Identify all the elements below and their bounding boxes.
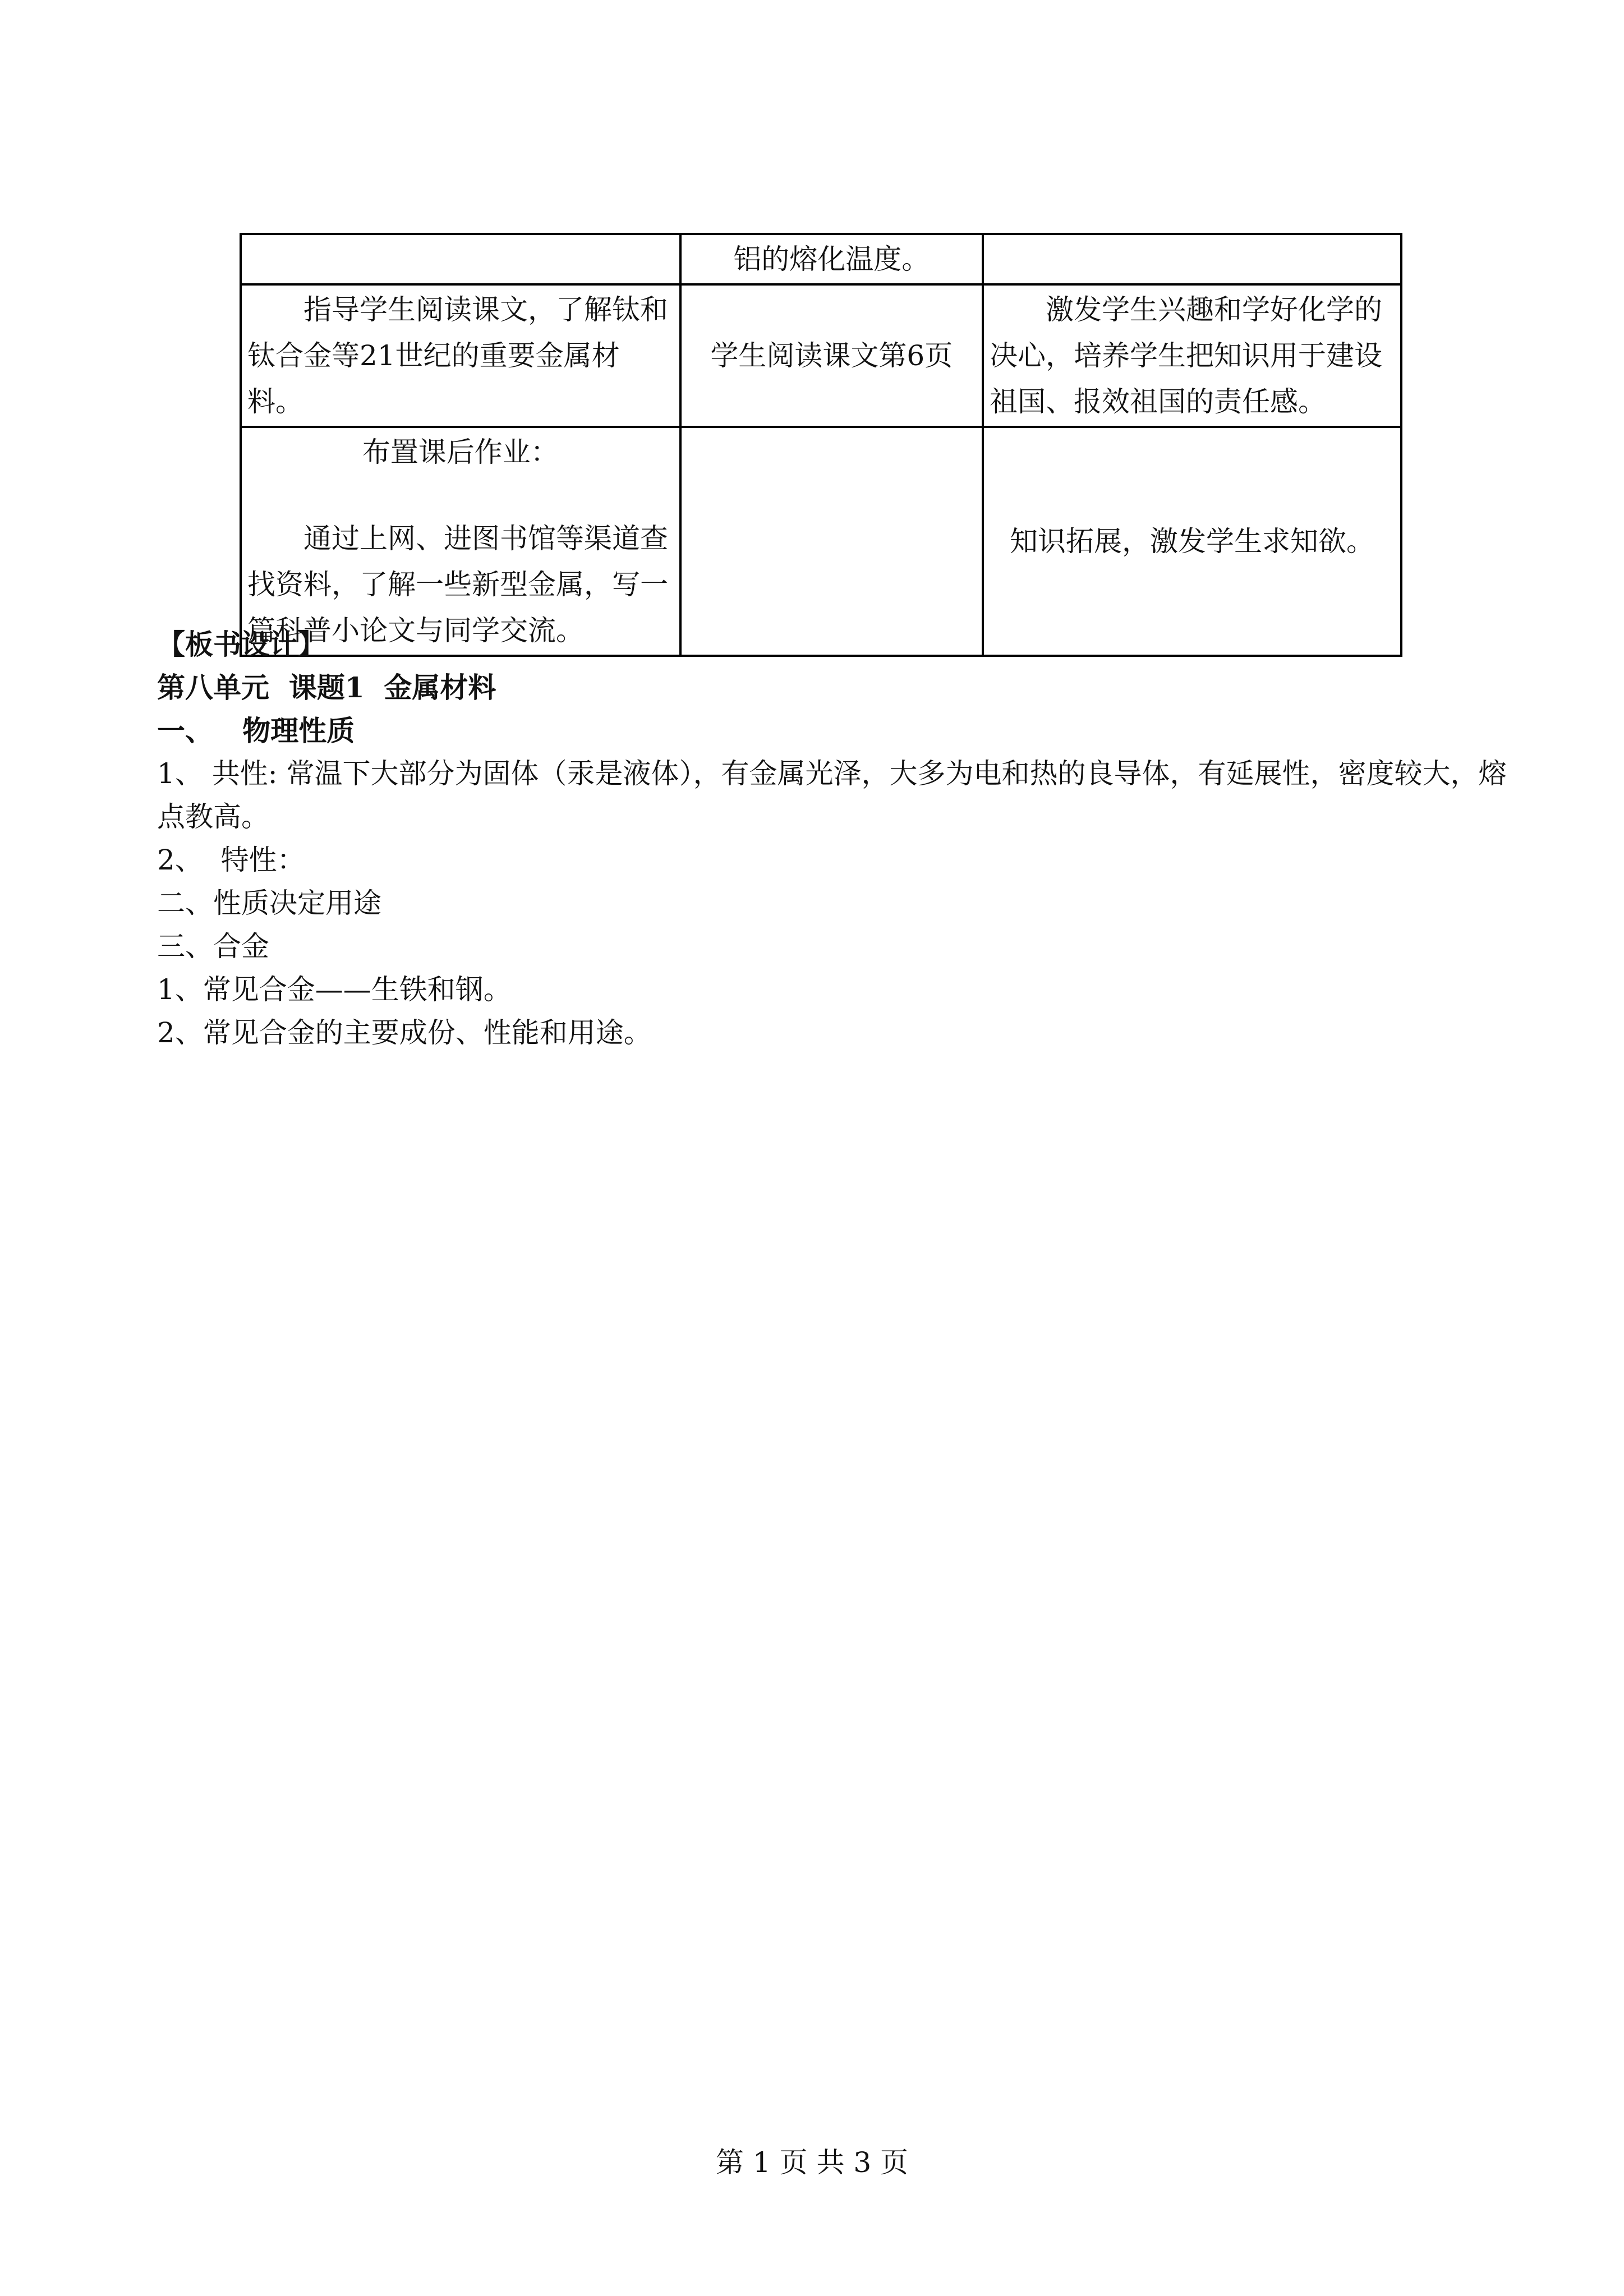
table-cell xyxy=(983,234,1401,284)
list-item: 2、常见合金的主要成份、性能和用途。 xyxy=(157,1016,652,1049)
table-cell xyxy=(241,234,680,284)
table-cell: 指导学生阅读课文，了解钛和钛合金等21世纪的重要金属材料。 xyxy=(241,284,680,427)
section-heading: 二、性质决定用途 xyxy=(157,887,381,919)
homework-cell xyxy=(247,429,674,654)
page-number: 第 1 页 共 3 页 xyxy=(715,2146,909,2179)
list-item: 1、常见合金——生铁和钢。 xyxy=(157,973,512,1006)
spacer xyxy=(247,475,674,516)
table-row xyxy=(241,234,1401,284)
board-heading: 【板书设计】 xyxy=(157,628,325,661)
table-row xyxy=(241,284,1401,427)
table-cell: 铝的熔化温度。 xyxy=(680,234,983,284)
table-cell: 激发学生兴趣和学好化学的决心，培养学生把知识用于建设祖国、报效祖国的责任感。 xyxy=(983,284,1401,427)
board-title: 第八单元 课题1 金属材料 xyxy=(157,671,496,704)
homework-body: 通过上网、进图书馆等渠道查找资料，了解一些新型金属，写一篇科普小论文与同学交流。 xyxy=(247,522,668,647)
table-cell xyxy=(680,427,983,656)
table-cell xyxy=(241,427,680,656)
homework-title: 布置课后作业： xyxy=(362,436,559,468)
list-item: 2、 特性： xyxy=(157,844,305,876)
table-cell: 学生阅读课文第6页 xyxy=(680,284,983,427)
lesson-plan-table xyxy=(240,233,1402,657)
table-row xyxy=(241,427,1401,656)
list-item: 1、 共性: 常温下大部分为固体（汞是液体），有金属光泽，大多为电和热的良导体，有延展性，密度较大，熔点教高。 xyxy=(157,757,1507,833)
section-heading: 一、 物理性质 xyxy=(157,714,355,747)
table-cell: 知识拓展，激发学生求知欲。 xyxy=(983,427,1401,656)
section-heading: 三、合金 xyxy=(157,930,269,963)
board-design xyxy=(157,623,1515,1055)
